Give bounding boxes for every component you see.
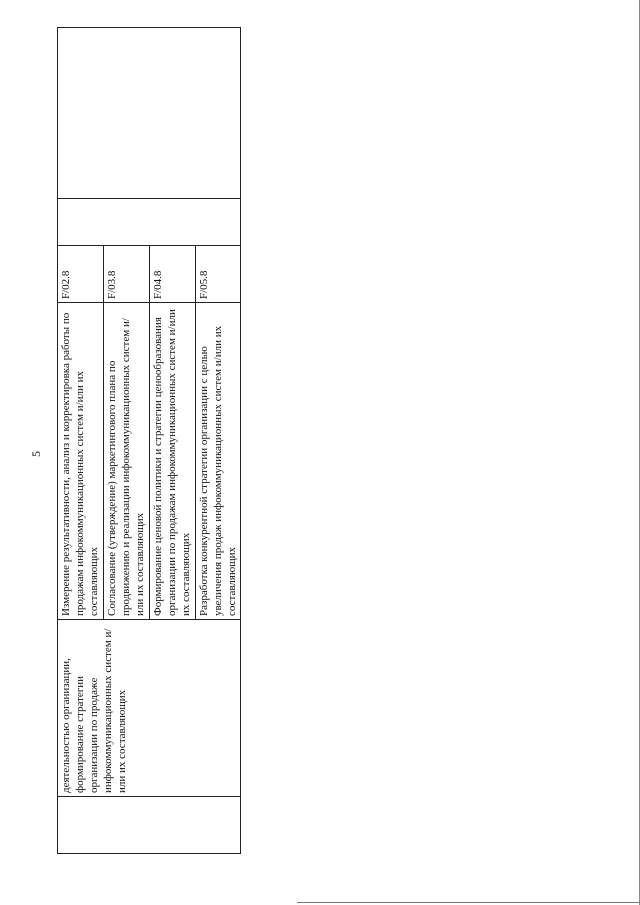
table-row — [58, 28, 104, 854]
task-cell: Разработка конкурентной стратегии организации с целью увеличения продаж инфокоммуникационных систем и/или их составляющих — [196, 303, 241, 620]
task-cell: Измерение результативности, анализ и корректировка работы по продажам инфокоммуникационных систем и/или их составляющих — [58, 303, 104, 620]
code-cell: F/05.8 — [196, 246, 241, 303]
functions-table — [57, 27, 241, 854]
task-cell: Формирование ценовой политики и стратегии ценообразования организации по продажам инфокоммуникационных систем и/или их составляющих — [150, 303, 196, 620]
function-cell: деятельностью организации, формирование стратегии организации по продаже инфокоммуникационных систем и/или их составляющих — [58, 620, 241, 797]
code-cell: F/04.8 — [150, 246, 196, 303]
code-cell: F/03.8 — [104, 246, 150, 303]
number-cell — [58, 797, 241, 854]
scan-edge-line — [297, 902, 640, 903]
level-cell — [58, 199, 241, 246]
empty-cell — [58, 28, 241, 199]
task-cell: Согласование (утверждение) маркетингового плана по продвижению и реализации инфокоммуникационных систем и/или их составляющих — [104, 303, 150, 620]
page-number: 5 — [29, 451, 43, 457]
code-cell: F/02.8 — [58, 246, 104, 303]
